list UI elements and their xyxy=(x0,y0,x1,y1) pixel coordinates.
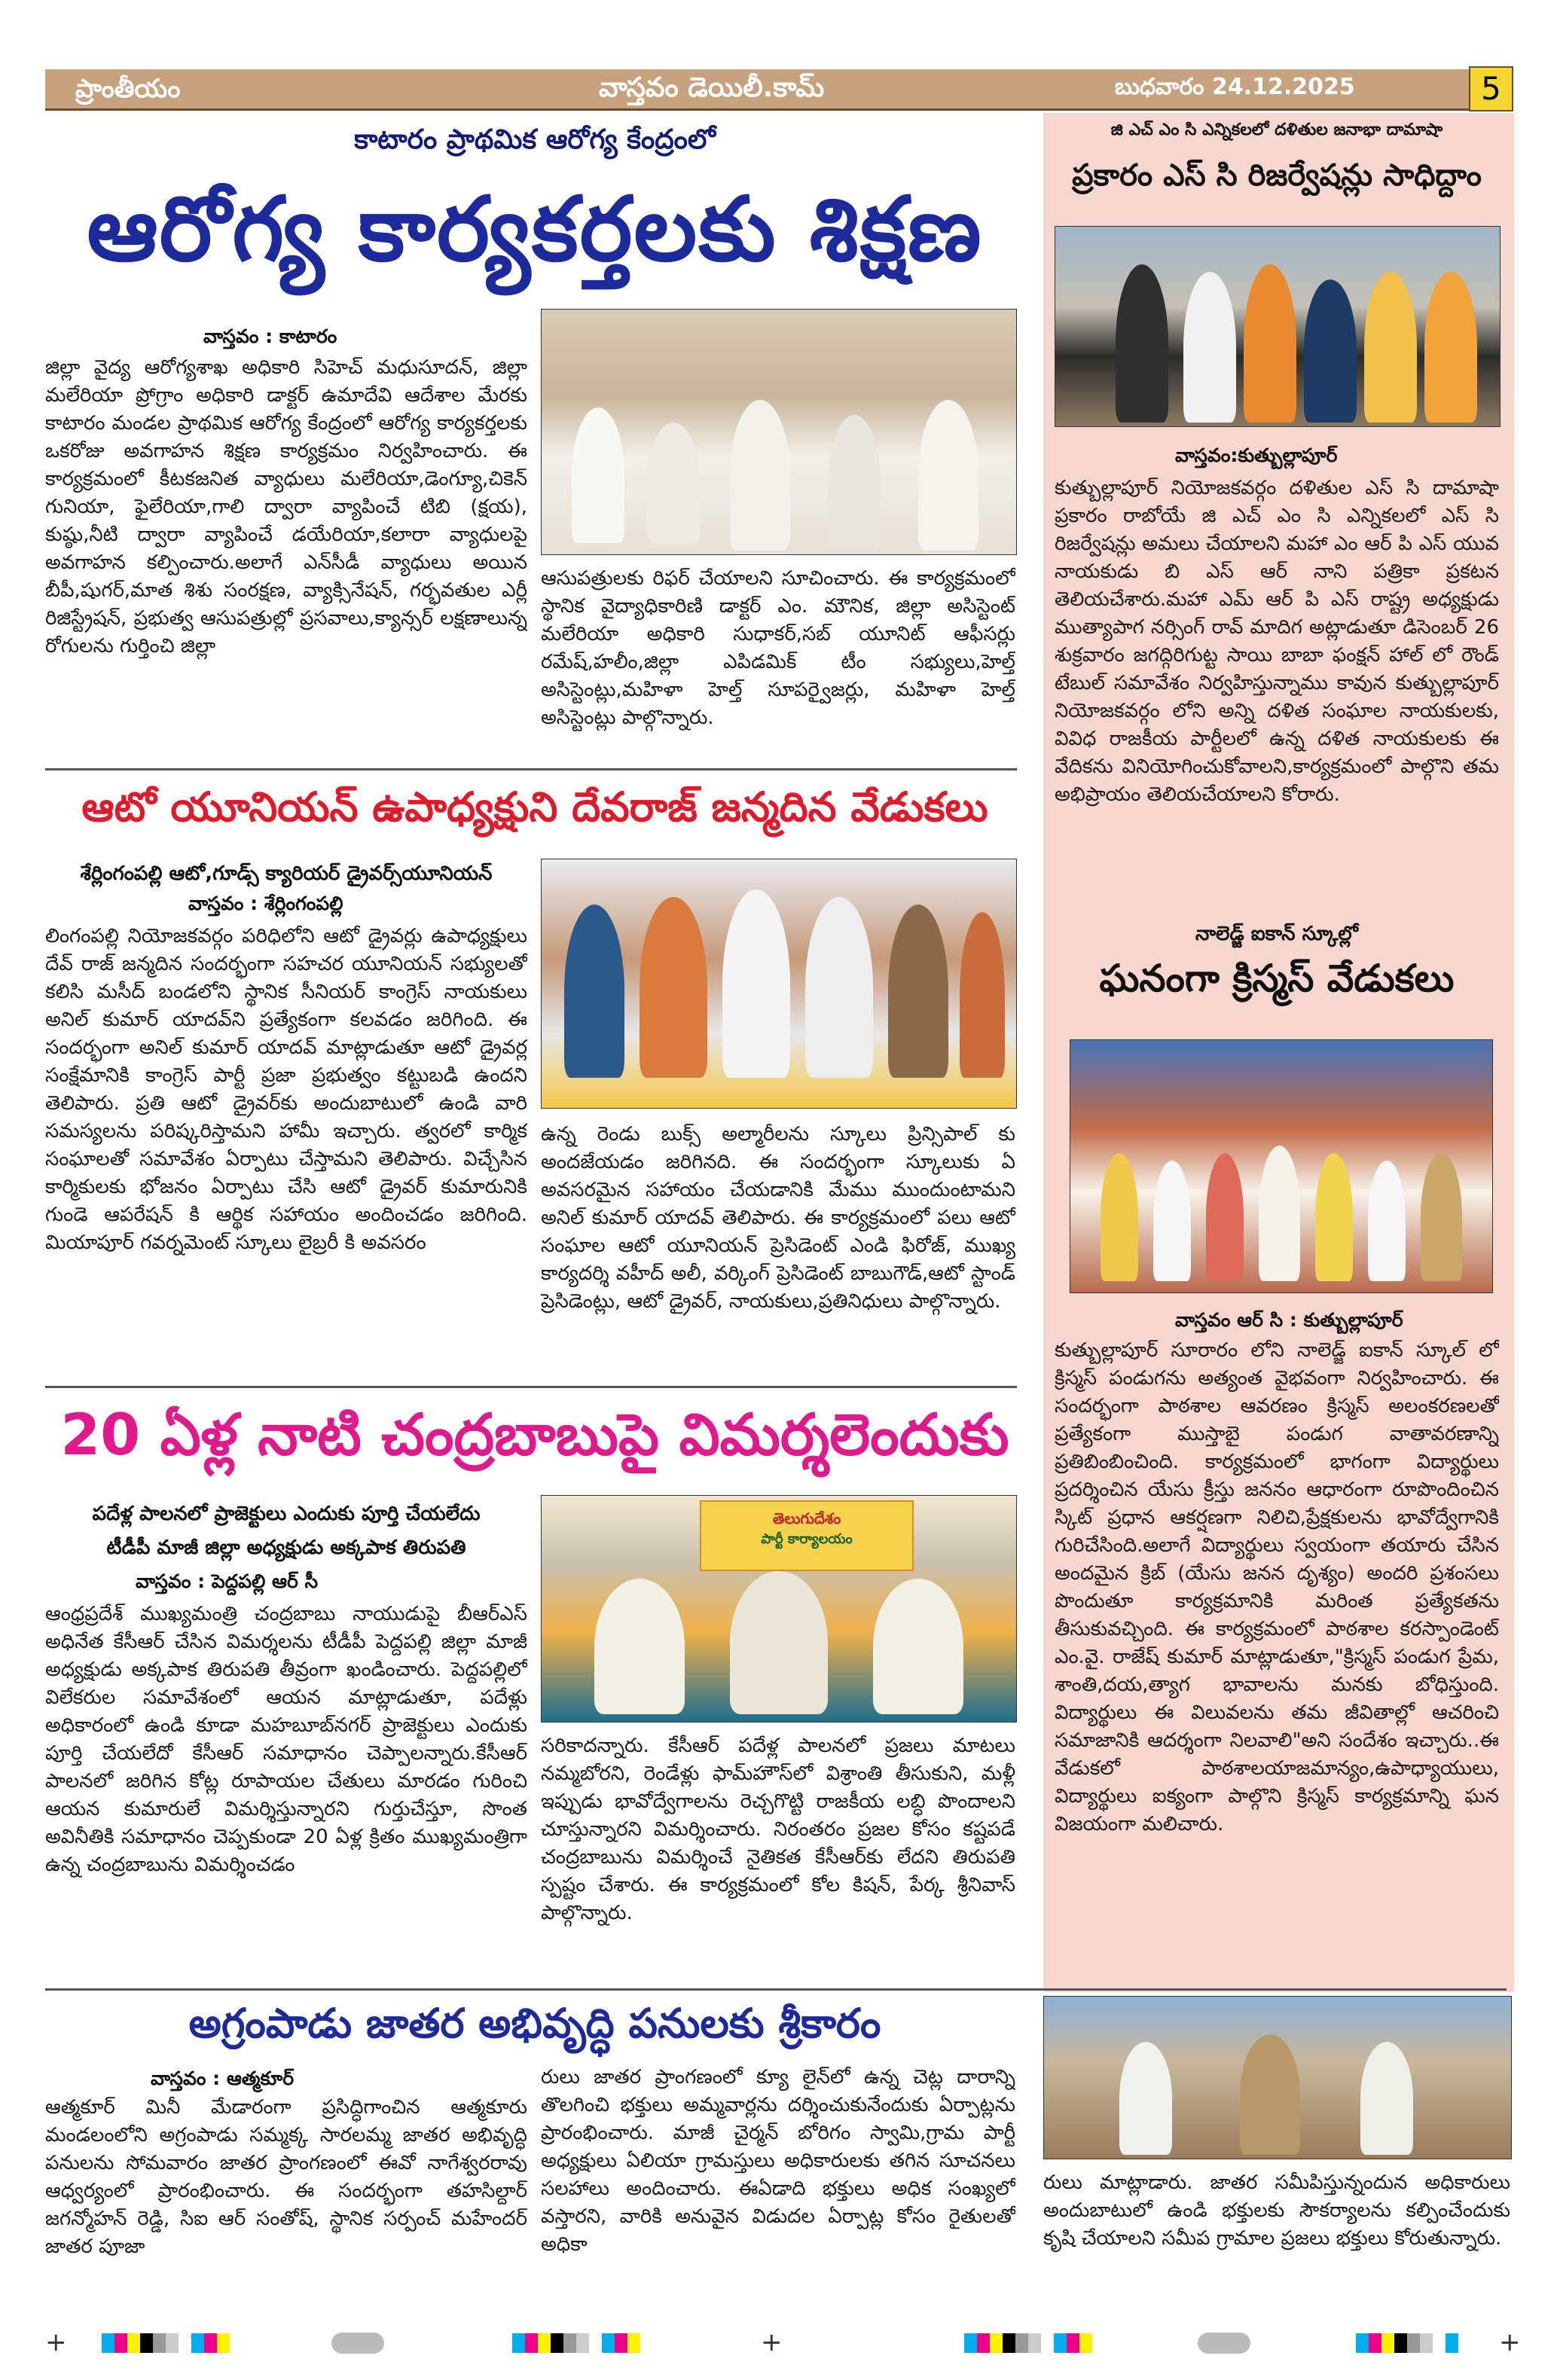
sidebar2-body: కుత్బుల్లాపూర్ సూరారం లోని నాలెడ్జ్ ఐకాన్ స్కూల్ లో క్రిస్మస్ పండుగను అత్యంత వైభవంగా నిర్వహించారు. ఈ సందర్భంగా పాఠశాల ఆవరణం క్రిస్మస్ అలంకరణలతో ప్రత్యేకంగా ముస్తాబై పండుగ వాతావరణాన్ని ప్రతిబింబించింది. కార్యక్రమంలో భాగంగా విద్యార్థులు ప్రదర్శించిన యేసు క్రీస్తు జననం ఆధారంగా రూపొందించిన స్కిట్ ప్రధాన ఆకర్షణగా నిలిచి,ప్రేక్షకులను భావోద్వేగానికి గురిచేసింది.అలాగే విద్యార్థులు స్వయంగా తయారు చేసిన అందమైన క్రిబ్ (యేసు జనన దృశ్యం) అందరి ప్రశంసలు పొందుతూ కార్యక్రమానికి మరింత ప్రత్యేకతను తీసుకువచ్చింది. ఈ కార్యక్రమంలో పాఠశాల కరస్పాండెంట్ ఎం.వై. రాజేష్ కుమార్ మాట్లాడుతూ,"క్రిస్మస్ పండుగ ప్రేమ, శాంతి,దయ,త్యాగ భావాలను మనకు బోధిస్తుంది. విద్యార్థులు ఈ విలువలను తమ జీవితాల్లో ఆచరించి సమాజానికి ఆదర్శంగా నిలవాలి"అని సందేశం ఇచ్చారు..ఈ వేడుకలో పాఠశాలయాజమాన్యం,ఉపాధ్యాయులు, విద్యార్థులు ఐక్యంగా పాల్గొని క్రిస్మస్ కార్యక్రమాన్ని ఘన విజయంగా మలిచారు. xyxy=(1055,1339,1499,1835)
color-registration-strip xyxy=(964,2333,1092,2353)
paper-name: వాస్తవం డెయిలీ.కామ్ xyxy=(599,72,825,103)
article4-dateline: వాస్తవం : ఆత్మకూర్ xyxy=(151,2067,295,2089)
article1-kicker: కాటారం ప్రాథమిక ఆరోగ్య కేంద్రంలో xyxy=(354,124,716,155)
issue-date: బుధవారం 24.12.2025 xyxy=(1115,74,1355,100)
crosshair-mark: + xyxy=(1499,2327,1521,2357)
article1-headline: ఆరోగ్య కార్యకర్తలకు శిక్షణ xyxy=(87,177,983,281)
page-number: 5 xyxy=(1469,66,1513,111)
crosshair-mark: + xyxy=(45,2327,67,2357)
sidebar1-dateline: వాస్తవం:కుత్బుల్లాపూర్ xyxy=(1175,444,1338,466)
health-training-photo xyxy=(541,309,1017,555)
article3-column-2: సరికాదన్నారు. కేసీఆర్ పదేళ్ల పాలనలో ప్రజలు మాటలు నమ్మబోరని, రెండేళ్లు ఫామ్‌హౌస్‌లో విశ్రాంతి తీసుకుని, మళ్లీ ఇప్పుడు భావోద్వేగాలను రెచ్చగొట్టి రాజకీయ లబ్ధి పొందాలని చూస్తున్నారని విమర్శించారు. నిరంతరం ప్రజల కోసం కష్టపడే చంద్రబాబును విమర్శించే నైతికత కేసీఆర్‌కు లేదని తిరుపతి స్పష్టం చేశారు. ఈ కార్యక్రమంలో కోల కిషన్, పేర్క శ్రీనివాస్ పాల్గొన్నారు. xyxy=(541,1735,1015,1924)
sidebar1-headline: ప్రకారం ఎస్ సి రిజర్వేషన్లు సాధిద్దాం xyxy=(1072,158,1482,193)
divider xyxy=(45,768,1017,770)
jatara-works-photo xyxy=(1043,1996,1512,2159)
article3-subheading-2: టీడీపీ మాజీ జిల్లా అధ్యక్షుడు అక్కపాక తిరుపతి xyxy=(106,1536,466,1559)
divider xyxy=(45,1988,1507,1991)
article1-dateline: వాస్తవం : కాటారం xyxy=(203,325,337,347)
article3-dateline: వాస్తవం : పెద్దపల్లి ఆర్ సీ xyxy=(136,1570,319,1592)
article4-headline: అగ్రంపాడు జాతర అభివృద్ధి పనులకు శ్రీకారం xyxy=(188,2000,881,2047)
christmas-celebration-photo xyxy=(1070,1039,1493,1293)
sidebar2-dateline: వాస్తవం ఆర్ సి : కుత్బుల్లాపూర్ xyxy=(1175,1309,1403,1331)
sc-reservation-group-photo xyxy=(1055,226,1501,427)
section-label: ప్రాంతీయం xyxy=(75,74,181,104)
article2-column-1: లింగంపల్లి నియోజకవర్గం పరిధిలోని ఆటో డ్రైవర్లు ఉపాధ్యక్షులు దేవ్ రాజ్ జన్మదిన సందర్భంగా సహచర యూనియన్ సభ్యులతో కలిసి మసీద్ బండలోని స్థానిక సీనియర్ కాంగ్రెస్ నాయకులు అనిల్ కుమార్ యాదవ్‌ని ప్రత్యేకంగా కలవడం జరిగింది. ఈ సందర్భంగా అనిల్ కుమార్ యాదవ్ మాట్లాడుతూ ఆటో డ్రైవర్ల సంక్షేమానికి కాంగ్రెస్ పార్టీ ప్రజా ప్రభుత్వం కట్టుబడి ఉందని తెలిపారు. ప్రతి ఆటో డ్రైవర్‌కు అందుబాటులో ఉండి వారి సమస్యలను పరిష్కరిస్తామని హామీ ఇచ్చారు. త్వరలో కార్మిక సంఘాలతో సమావేశం ఏర్పాటు చేస్తామని తెలిపారు. విచ్చేసిన కార్మికులకు భోజనం ఏర్పాటు చేసి ఆటో డ్రైవర్ కుమారునికి గుండె ఆపరేషన్ కి ఆర్థిక సహాయం అందించడం జరిగింది. మియాపూర్ గవర్నమెంట్ స్కూలు లైబ్రరీ కి అవసరం xyxy=(45,925,527,1254)
article4-column-1: ఆత్మకూర్ మినీ మేడారంగా ప్రసిద్ధిగాంచిన ఆత్మకూరు మండలంలోని అగ్రంపాడు సమ్మక్క సారలమ్మ జాతర అభివృద్ధి పనులను సోమవారం జాతర ప్రాంగణంలో ఈవో నాగేశ్వరరావు ఆధ్వర్యంలో ప్రారంభించారు. ఈ సందర్భంగా తహసిల్దార్ జగన్మోహన్ రెడ్డి, సిఐ ఆర్ సంతోష్, స్థానిక సర్పంచ్ మహేందర్ జాతర పూజా xyxy=(45,2096,527,2258)
article2-union-name: శేర్లింగంపల్లి ఆటో,గూడ్స్ క్యారియర్ డ్రైవర్స్‌యూనియన్ xyxy=(80,862,493,885)
article3-headline: 20 ఏళ్ల నాటి చంద్రబాబుపై విమర్శలెందుకు xyxy=(60,1401,1009,1468)
article4-column-3: రులు మాట్లాడారు. జాతర సమీపిస్తున్నందున అధికారులు అందుబాటులో ఉండి భక్తులకు సౌకర్యాలను కల్పించేందుకు కృషి చేయాలని సమీప గ్రామాల ప్రజలు భక్తులు కోరుతున్నారు. xyxy=(1043,2171,1510,2250)
article2-column-2: ఉన్న రెండు బుక్స్ అల్మారీలను స్కూలు ప్రిన్సిపాల్ కు అందజేయడం జరిగినది. ఈ సందర్భంగా స్కూలుకు ఏ అవసరమైన సహాయం చేయడానికి మేము ముందుంటామని అనిల్ కుమార్ యాదవ్ తెలిపారు. ఈ కార్యక్రమంలో పలు ఆటో సంఘాల ఆటో యూనియన్ ప్రెసిడెంట్ ఎండి ఫిరోజ్, ముఖ్య కార్యదర్శి వహీద్ అలీ, వర్కింగ్ ప్రెసిడెంట్ బాబుగౌడ్,ఆటో స్టాండ్ ప్రెసిడెంట్లు, ఆటో డ్రైవర్, నాయకులు,ప్రతినిధులు పాల్గొన్నారు. xyxy=(541,1123,1015,1313)
banner-line-2: పార్టీ కార్యాలయం xyxy=(761,1531,853,1547)
article4-column-2: రులు జాతర ప్రాంగణంలో క్యూ లైన్‌లో ఉన్న చెట్ల దారాన్ని తొలగించి భక్తులు అమ్మవార్లను దర్శించుకునేందుకు ఏర్పాట్లను ప్రారంభించారు. మాజీ చైర్మన్ బోరిగం స్వామి,గ్రామ పార్టీ అధ్యక్షులు ఏలియా గ్రామస్తులు అధికారులకు తగిన సూచనలు సలహాలు అందించారు. ఈఏడాది భక్తులు అధిక సంఖ్యలో వస్తారని, వారికి అనువైన విడుదల ఏర్పాట్ల కోసం రైతులతో అధికా xyxy=(541,2066,1015,2256)
article3-column-1: ఆంధ్రప్రదేశ్ ముఖ్యమంత్రి చంద్రబాబు నాయుడుపై బీఆర్ఎస్ అధినేత కేసీఆర్ చేసిన విమర్శలను టీడీపీ పెద్దపల్లి జిల్లా మాజీ అధ్యక్షుడు అక్కపాక తిరుపతి తీవ్రంగా ఖండించారు. పెద్దపల్లిలో విలేకరుల సమావేశంలో ఆయన మాట్లాడుతూ, పదేళ్లు అధికారంలో ఉండి కూడా మహబూబ్‌నగర్ ప్రాజెక్టులు ఎందుకు పూర్తి చేయలేదో కేసీఆర్ సమాధానం చెప్పాలన్నారు.కేసీఆర్ పాలనలో జరిగిన కోట్ల రూపాయల చేతులు మారడం గురించి ఆయన కుమారులే విమర్శిస్తున్నారని గుర్తుచేస్తూ, సొంత అవినీతికి సమాధానం చెప్పకుండా 20 ఏళ్ల క్రితం ముఖ్యమంత్రిగా ఉన్న చంద్రబాబును విమర్శించడం xyxy=(45,1603,527,1876)
tdp-press-meet-photo xyxy=(541,1495,1017,1722)
banner-line-1: తెలుగుదేశం xyxy=(772,1509,841,1527)
article3-subheading-1: పదేళ్ల పాలనలో ప్రాజెక్టులు ఎందుకు పూర్తి చేయలేదు xyxy=(92,1503,481,1525)
sidebar1-body: కుత్బుల్లాపూర్ నియోజకవర్గం దళితుల ఎస్ సి దామాషా ప్రకారం రాబోయే జి ఎచ్ ఎం సి ఎన్నికలలో ఎస్ సి రిజర్వేషన్లు అమలు చేయాలని మహా ఎం ఆర్ పి ఎస్ యువ నాయకుడు బి ఎస్ ఆర్ నాని పత్రికా ప్రకటన తెలియచేశారు.మహా ఎమ్ ఆర్ పి ఎస్ రాష్ట్ర అధ్యక్షుడు ముత్యాపాగ నర్సింగ్ రావ్ మాదిగ అట్లాడుతూ డిసెంబర్ 26 శుక్రవారం జగద్గిరిగుట్ట సాయి బాబా ఫంక్షన్ హాల్ లో రౌండ్ టేబుల్ సమావేశం నిర్వహిస్తున్నాము కావున కుత్బుల్లాపూర్ నియోజకవర్గం లోని అన్ని దళిత సంఘాల నాయకులకు, వివిధ రాజకీయ పార్టీలలో ఉన్న దళిత నాయకులకు ఈ వేదికను వినియోగించుకోవాలని,కార్యక్రమంలో పాల్గొని తమ అభిప్రాయం తెలియచేయాలని కోరారు. xyxy=(1055,477,1499,806)
divider xyxy=(45,1386,1017,1388)
registration-pill xyxy=(331,2333,384,2354)
sidebar2-headline: ఘనంగా క్రిస్మస్ వేడుకలు xyxy=(1099,957,1455,1000)
sidebar1-kicker: జి ఎచ్ ఎం సి ఎన్నికలలో దళితుల జనాభా దామాషా xyxy=(1110,121,1443,139)
color-registration-strip xyxy=(1356,2333,1458,2353)
article2-dateline: వాస్తవం : శేర్లింగంపల్లి xyxy=(188,892,343,914)
sidebar2-kicker: నాలెడ్జ్ ఐకాన్ స్కూల్లో xyxy=(1195,923,1358,945)
color-registration-strip xyxy=(102,2333,230,2353)
registration-pill xyxy=(1198,2333,1250,2354)
auto-union-birthday-photo xyxy=(541,859,1017,1109)
article1-column-2: ఆసుపత్రులకు రిఫర్ చేయాలని సూచించారు. ఈ కార్యక్రమంలో స్థానిక వైద్యాధికారిణి డాక్టర్ ఎం. మౌనిక, జిల్లా అసిస్టెంట్ మలేరియా అధికారి సుధాకర్,సబ్ యూనిట్ ఆఫీసర్లు రమేష్,హలీం,జిల్లా ఎపిడమిక్ టీం సభ్యులు,హెల్త్ అసిస్టెంట్లు,మహిళా హెల్త్ సూపర్వైజర్లు, మహిళా హెల్త్ అసిస్టెంట్లు పాల్గొన్నారు. xyxy=(541,567,1015,729)
article2-headline: ఆటో యూనియన్ ఉపాధ్యక్షుని దేవరాజ్ జన్మదిన వేడుకలు xyxy=(81,783,988,831)
color-registration-strip xyxy=(512,2333,640,2353)
masthead-bar xyxy=(45,69,1510,111)
party-office-banner xyxy=(700,1500,914,1571)
article1-column-1: జిల్లా వైద్య ఆరోగ్యశాఖ అధికారి సిహెచ్ మధుసూదన్, జిల్లా మలేరియా ప్రోగ్రాం అధికారి డాక్టర్ ఉమాదేవి ఆదేశాల మేరకు కాటారం మండల ప్రాథమిక ఆరోగ్య కేంద్రంలో ఆరోగ్య కార్యకర్తలకు ఒకరోజు అవగాహన శిక్షణ కార్యక్రమం నిర్వహించారు. ఈ కార్యక్రమంలో కీటకజనిత వ్యాధులు మలేరియా,డెంగ్యూ,చికెన్ గునియా, ఫైలేరియా,గాలి ద్వారా వ్యాపించే టిబి (క్షయ), కుష్ఠు,నీటి ద్వారా వ్యాపించే డయేరియా,కలారా వ్యాధులపై అవగాహన కల్పించారు.అలాగే ఎన్‌సీడీ వ్యాధులు అయిన బీపీ,షుగర్,మాత శిశు సంరక్షణ, వ్యాక్సినేషన్, గర్భవతుల ఎర్లీ రిజిస్ట్రేషన్, ప్రభుత్వ ఆసుపత్రుల్లో ప్రసవాలు,క్యాన్సర్ లక్షణాలున్న రోగులను గుర్తించి జిల్లా xyxy=(45,356,527,658)
crosshair-mark: + xyxy=(761,2327,783,2357)
